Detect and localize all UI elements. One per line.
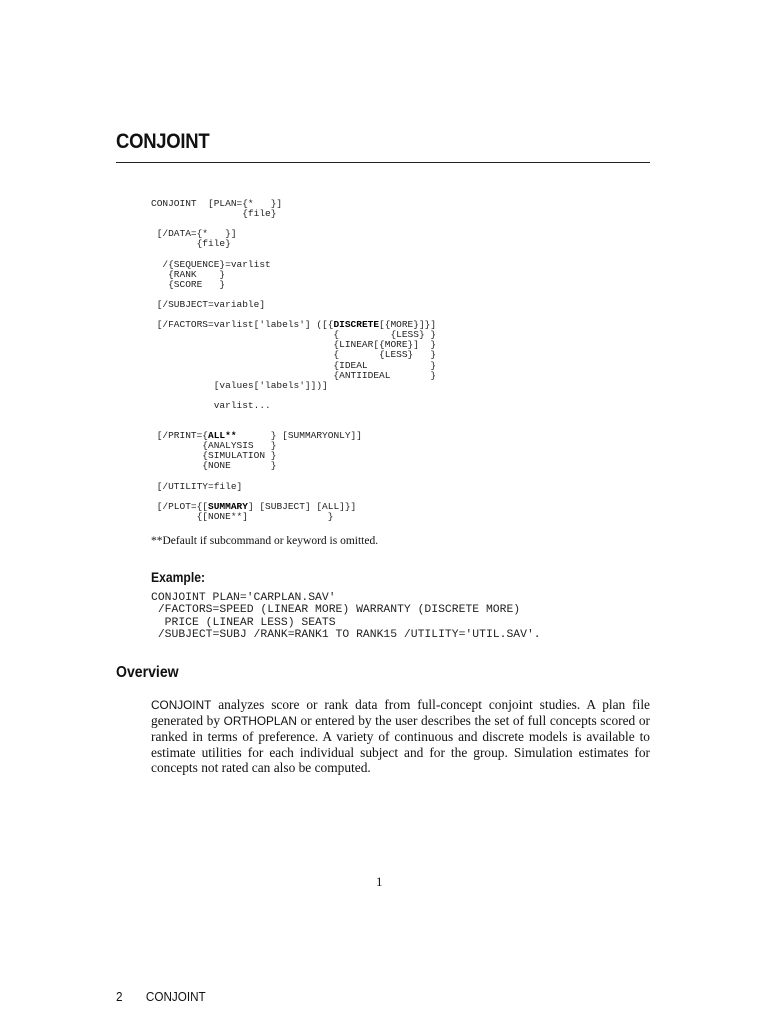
syntax-text: [{MORE}]}] — [379, 319, 437, 331]
command-name: CONJOINT — [151, 698, 212, 712]
syntax-line: /{SEQUENCE}=varlist — [151, 258, 271, 270]
page-footer — [116, 989, 206, 1004]
syntax-line: { {LESS} } — [151, 349, 437, 361]
syntax-line: {file} — [151, 208, 277, 220]
example-heading: Example: — [151, 570, 206, 585]
example-line: /FACTORS=SPEED (LINEAR MORE) WARRANTY (DISCRETE MORE) — [151, 604, 521, 617]
syntax-line: { {LESS} } — [151, 329, 437, 341]
syntax-text: [/FACTORS=varlist['labels'] ([{ — [151, 319, 334, 331]
syntax-line: [values['labels']])] — [151, 379, 328, 391]
example-line: CONJOINT PLAN='CARPLAN.SAV' — [151, 592, 336, 604]
syntax-line: [/SUBJECT=variable] — [151, 298, 266, 310]
syntax-line: {ANALYSIS } — [151, 440, 277, 452]
syntax-default-keyword: SUMMARY — [208, 500, 248, 512]
syntax-line: {ANTIIDEAL } — [151, 369, 437, 381]
syntax-text: } [SUMMARYONLY]] — [236, 430, 362, 442]
syntax-default-keyword: DISCRETE — [333, 319, 380, 331]
overview-text: analyzes score or rank data from full-concept conjoint studies. A plan file generated by — [151, 697, 650, 729]
example-code-block — [151, 592, 541, 642]
example-line: /SUBJECT=SUBJ /RANK=RANK1 TO RANK15 /UTILITY='UTIL.SAV'. — [151, 629, 541, 642]
syntax-line: CONJOINT [PLAN={* }] — [151, 198, 283, 209]
syntax-line: {LINEAR[{MORE}] } — [151, 339, 437, 351]
overview-paragraph — [151, 697, 650, 775]
page-number: 1 — [376, 874, 383, 889]
syntax-blank — [151, 411, 436, 421]
syntax-text: ] [SUBJECT] [ALL]}] — [247, 500, 357, 512]
default-footnote: **Default if subcommand or keyword is omitted. — [151, 535, 379, 547]
overview-heading: Overview — [116, 664, 179, 681]
syntax-line: varlist... — [151, 399, 271, 411]
syntax-line: {SCORE } — [151, 278, 226, 290]
page-title: CONJOINT — [116, 130, 210, 153]
command-name: ORTHOPLAN — [223, 714, 297, 729]
overview-text: or entered by the user describes the set of full concepts scored or ranked in terms of preference. A variety of continuous and discrete models is available to estimate utilities for each individual subject and for the group. Simulation estimates for concepts not rated can also be computed. — [151, 713, 650, 775]
syntax-text: [/PLOT={[ — [151, 500, 209, 512]
syntax-line: [/UTILITY=file] — [151, 480, 243, 492]
syntax-block — [151, 199, 436, 522]
syntax-line: {file} — [151, 238, 231, 250]
example-line: PRICE (LINEAR LESS) SEATS — [151, 616, 336, 629]
syntax-line: {RANK } — [151, 268, 226, 280]
syntax-line: {NONE } — [151, 460, 277, 472]
syntax-line: {SIMULATION } — [151, 450, 277, 462]
footer-page-number: 2 — [116, 989, 123, 1004]
syntax-line: {[NONE**] } — [151, 510, 334, 522]
syntax-line: {IDEAL } — [151, 359, 437, 371]
syntax-default-keyword: ALL** — [208, 430, 237, 442]
footer-label: CONJOINT — [145, 989, 206, 1004]
syntax-line: [/DATA={* }] — [151, 228, 237, 240]
syntax-text: [/PRINT={ — [151, 430, 209, 442]
title-rule — [116, 162, 650, 163]
